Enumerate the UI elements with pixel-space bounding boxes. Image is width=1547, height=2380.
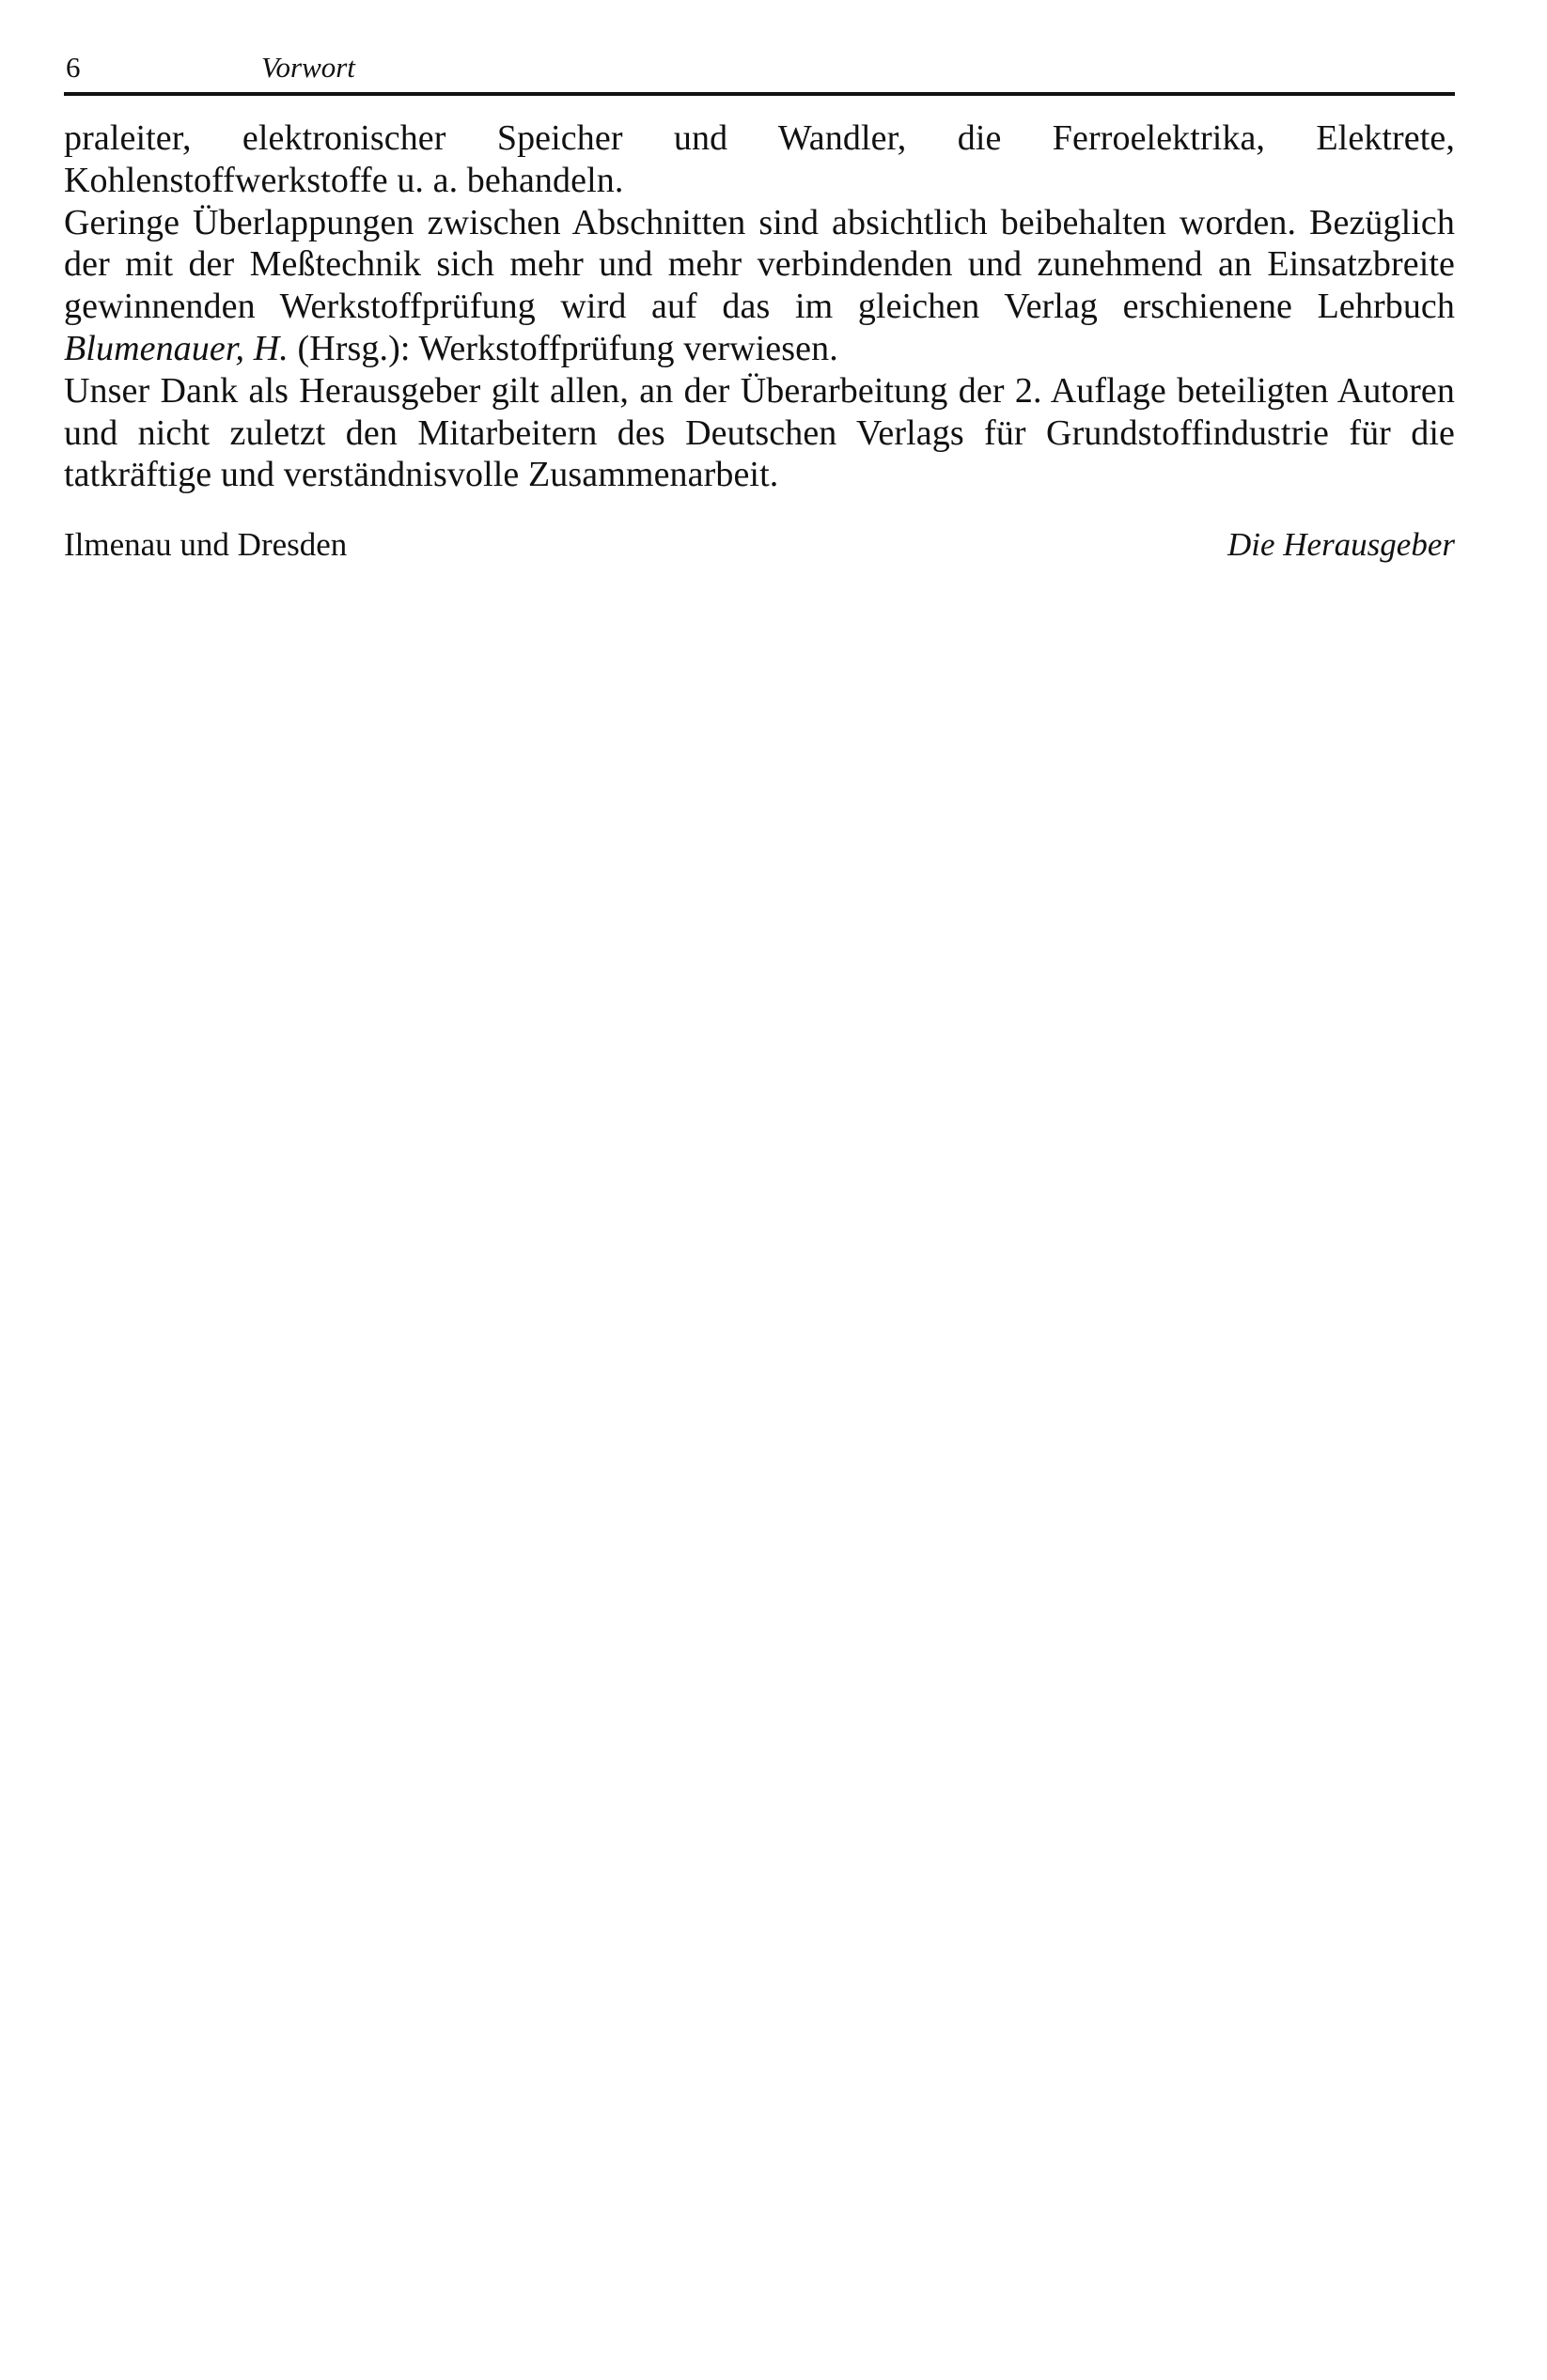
paragraph-text: Geringe Überlappungen zwischen Abschnitten sind absichtlich beibehalten worden. Bezüglich der mit der Meßtechnik sich mehr und mehr verbindenden und zunehmend an Einsatzbreite gewinnenden Werkstoffprüfung wird auf das im gleichen Verlag erschienene Lehrbuch	[64, 202, 1455, 327]
running-head	[64, 49, 1455, 92]
paragraph-continuation: praleiter, elektronischer Speicher und Wandler, die Ferroelektrika, Elektrete, Kohlenstoffwerkstoffe u. a. behandeln.	[64, 118, 1455, 200]
closing-line	[64, 524, 1455, 569]
body-text	[64, 117, 1455, 496]
paragraph-text: (Hrsg.): Werkstoffprüfung verwiesen.	[288, 328, 838, 368]
running-title: Vorwort	[261, 51, 355, 84]
paragraph-acknowledgement: Unser Dank als Herausgeber gilt allen, an der Überarbeitung der 2. Auflage beteiligten Autoren und nicht zuletzt den Mitarbeitern des Deutschen Verlags für Grundstoffindustrie für die tatkräftige und verständnisvolle Zusammenarbeit.	[64, 370, 1455, 495]
paragraph-overlaps	[64, 202, 1455, 370]
page-number: 6	[66, 51, 81, 84]
header-rule	[64, 92, 1455, 96]
place-name: Ilmenau und Dresden	[64, 526, 348, 564]
book-page	[64, 49, 1455, 569]
editor-name: Blumenauer, H.	[64, 328, 289, 368]
editors-signature: Die Herausgeber	[1227, 526, 1455, 564]
